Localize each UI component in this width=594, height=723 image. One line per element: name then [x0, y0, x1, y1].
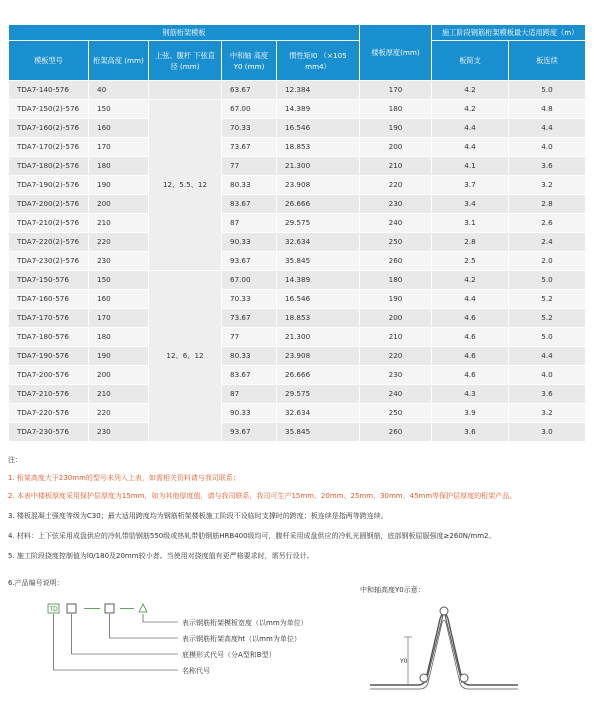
cell-simple: 2.8: [432, 233, 509, 252]
cell-model: TDA7-230(2)-576: [9, 252, 89, 271]
cell-neutral-axis: 93.67: [222, 423, 277, 442]
cell-neutral-axis: 80.33: [222, 347, 277, 366]
cell-neutral-axis: 83.67: [222, 195, 277, 214]
table-row: [9, 233, 586, 252]
table-row: [9, 328, 586, 347]
cell-continuous: 3.2: [509, 404, 586, 423]
cell-inertia: 35.845: [277, 252, 360, 271]
cell-continuous: 2.8: [509, 195, 586, 214]
note-1: 1. 桁架高度大于230mm的型号未列入上表，如需相关资料请与我司联系；: [8, 474, 240, 482]
cell-simple: 4.6: [432, 347, 509, 366]
table-row: [9, 138, 586, 157]
cell-slab-thickness: 180: [360, 271, 432, 290]
cell-slab-thickness: 260: [360, 423, 432, 442]
cell-simple: 3.6: [432, 423, 509, 442]
cell-truss-height: 180: [89, 157, 149, 176]
cell-inertia: 16.546: [277, 290, 360, 309]
cell-inertia: 12.384: [277, 81, 360, 100]
table-row: [9, 404, 586, 423]
cell-model: TDA7-170-576: [9, 309, 89, 328]
cell-slab-thickness: 170: [360, 81, 432, 100]
cell-continuous: 2.0: [509, 252, 586, 271]
cell-inertia: 32.634: [277, 404, 360, 423]
cell-inertia: 21.300: [277, 157, 360, 176]
cell-truss-height: 150: [89, 100, 149, 119]
cell-model: TDA7-180-576: [9, 328, 89, 347]
cell-neutral-axis: 63.67: [222, 81, 277, 100]
cell-truss-height: 190: [89, 176, 149, 195]
right-group-header: 施工阶段钢筋桁架模板最大适用跨度（m）: [432, 25, 586, 41]
col-slab-thickness: 楼板厚度(mm): [360, 25, 432, 81]
product-code-section: [8, 578, 338, 718]
cell-truss-height: 210: [89, 385, 149, 404]
table-row: [9, 347, 586, 366]
note-2: 2. 本表中楼板厚度采用保护层厚度为15mm，如为其他厚度值，请与我司联系，我司可生产15mm、20mm、25mm、30mm、45mm等保护层厚度的桁架产品。: [8, 492, 517, 500]
cell-simple: 3.9: [432, 404, 509, 423]
cell-slab-thickness: 200: [360, 138, 432, 157]
cell-slab-thickness: 210: [360, 157, 432, 176]
code-label-2: 表示钢筋桁架高度ht（以mm为单位）: [182, 635, 301, 643]
cell-slab-thickness: 260: [360, 252, 432, 271]
truss-section-svg: [360, 597, 560, 717]
cell-inertia: 29.575: [277, 385, 360, 404]
cell-slab-thickness: 240: [360, 214, 432, 233]
col-continuous: 板连续: [509, 41, 586, 81]
cell-slab-thickness: 240: [360, 385, 432, 404]
cell-neutral-axis: 70.33: [222, 119, 277, 138]
cell-model: TDA7-150-576: [9, 271, 89, 290]
cell-neutral-axis: 77: [222, 328, 277, 347]
cell-simple: 4.2: [432, 100, 509, 119]
cell-simple: 4.2: [432, 271, 509, 290]
cell-neutral-axis: 80.33: [222, 176, 277, 195]
cell-model: TDA7-200(2)-576: [9, 195, 89, 214]
cell-truss-height: 230: [89, 423, 149, 442]
cell-model: TDA7-140-576: [9, 81, 89, 100]
cell-model: TDA7-220-576: [9, 404, 89, 423]
cell-truss-height: 170: [89, 138, 149, 157]
cell-neutral-axis: 67.00: [222, 271, 277, 290]
cell-inertia: 23.908: [277, 347, 360, 366]
cell-simple: 3.1: [432, 214, 509, 233]
cell-continuous: 5.2: [509, 290, 586, 309]
cell-model: TDA7-160(2)-576: [9, 119, 89, 138]
cell-continuous: 4.0: [509, 366, 586, 385]
cell-model: TDA7-170(2)-576: [9, 138, 89, 157]
cell-slab-thickness: 210: [360, 328, 432, 347]
cell-bar-dia-group-b: 12、6、12: [149, 271, 222, 442]
table-row: [9, 309, 586, 328]
cell-continuous: 3.6: [509, 157, 586, 176]
code-label-4: 名称代号: [182, 667, 210, 675]
table-row: [9, 385, 586, 404]
cell-truss-height: 150: [89, 271, 149, 290]
cell-continuous: 5.2: [509, 309, 586, 328]
note-5: 5. 施工阶段挠度控制值为l0/180及20mm较小者。当使用对挠度值有更严格要求时，需另行设计。: [8, 552, 314, 560]
cell-simple: 4.2: [432, 81, 509, 100]
table-row: [9, 214, 586, 233]
table-row: [9, 81, 586, 100]
cell-continuous: 2.6: [509, 214, 586, 233]
cell-simple: 4.4: [432, 290, 509, 309]
cell-inertia: 14.389: [277, 271, 360, 290]
col-simple: 板简支: [432, 41, 509, 81]
cell-model: TDA7-190-576: [9, 347, 89, 366]
neutral-axis-diagram: [360, 585, 560, 720]
cell-bar-dia-group-a: 12、5.5、12: [149, 100, 222, 271]
cell-inertia: 21.300: [277, 328, 360, 347]
cell-slab-thickness: 250: [360, 233, 432, 252]
cell-simple: 4.6: [432, 366, 509, 385]
cell-model: TDA7-190(2)-576: [9, 176, 89, 195]
cell-truss-height: 230: [89, 252, 149, 271]
table-body: [9, 81, 586, 442]
cell-simple: 4.6: [432, 328, 509, 347]
cell-continuous: 4.4: [509, 119, 586, 138]
cell-neutral-axis: 73.67: [222, 138, 277, 157]
cell-model: TDA7-150(2)-576: [9, 100, 89, 119]
cell-inertia: 18.853: [277, 309, 360, 328]
cell-continuous: 3.6: [509, 385, 586, 404]
cell-inertia: 35.845: [277, 423, 360, 442]
cell-simple: 4.4: [432, 119, 509, 138]
diagram-title: 中和轴高度Y0示意：: [360, 586, 425, 594]
cell-truss-height: 170: [89, 309, 149, 328]
cell-slab-thickness: 190: [360, 290, 432, 309]
cell-inertia: 18.853: [277, 138, 360, 157]
table-row: [9, 157, 586, 176]
cell-truss-height: 210: [89, 214, 149, 233]
code-diagram: [8, 596, 338, 716]
table-row: [9, 423, 586, 442]
cell-neutral-axis: 90.33: [222, 233, 277, 252]
cell-inertia: 29.575: [277, 214, 360, 233]
note-3: 3. 楼板混凝土强度等级为C30；最大适用跨度均为钢筋桁架楼板施工阶段不设临时支撑时的跨度；板连续是指两等跨连续。: [8, 512, 388, 520]
cell-continuous: 4.0: [509, 138, 586, 157]
cell-neutral-axis: 87: [222, 385, 277, 404]
cell-simple: 2.5: [432, 252, 509, 271]
table-row: [9, 271, 586, 290]
cell-neutral-axis: 87: [222, 214, 277, 233]
cell-simple: 4.1: [432, 157, 509, 176]
cell-inertia: 16.546: [277, 119, 360, 138]
cell-neutral-axis: 73.67: [222, 309, 277, 328]
cell-inertia: 32.634: [277, 233, 360, 252]
cell-simple: 4.6: [432, 309, 509, 328]
cell-simple: 4.4: [432, 138, 509, 157]
cell-slab-thickness: 220: [360, 176, 432, 195]
table-row: [9, 119, 586, 138]
cell-simple: 4.3: [432, 385, 509, 404]
cell-model: TDA7-200-576: [9, 366, 89, 385]
code-label-1: 表示钢筋桁架模板宽度（以mm为单位）: [182, 619, 308, 627]
cell-continuous: 5.0: [509, 81, 586, 100]
table-row: [9, 195, 586, 214]
cell-truss-height: 180: [89, 328, 149, 347]
cell-truss-height: 200: [89, 195, 149, 214]
cell-slab-thickness: 220: [360, 347, 432, 366]
cell-model: TDA7-160-576: [9, 290, 89, 309]
cell-inertia: 26.666: [277, 195, 360, 214]
cell-model: TDA7-230-576: [9, 423, 89, 442]
cell-slab-thickness: 230: [360, 366, 432, 385]
cell-slab-thickness: 250: [360, 404, 432, 423]
cell-model: TDA7-210-576: [9, 385, 89, 404]
cell-neutral-axis: 93.67: [222, 252, 277, 271]
cell-slab-thickness: 200: [360, 309, 432, 328]
code-label-3: 底模形式代号（分A型和B型）: [182, 651, 276, 659]
cell-neutral-axis: 67.00: [222, 100, 277, 119]
cell-bar-dia: [149, 81, 222, 100]
notes-title: 注：: [8, 456, 22, 464]
cell-slab-thickness: 230: [360, 195, 432, 214]
cell-truss-height: 160: [89, 290, 149, 309]
note-4: 4. 材料：上下弦采用成盘供应的冷轧带肋钢筋550级或热轧带肋钢筋HRB400级均可，腹杆采用成盘供应的冷轧光圆钢筋，底部钢板屈服强度≥260N/mm2。: [8, 532, 496, 540]
cell-neutral-axis: 90.33: [222, 404, 277, 423]
spec-table: [8, 24, 586, 442]
cell-truss-height: 220: [89, 233, 149, 252]
cell-simple: 3.4: [432, 195, 509, 214]
cell-continuous: 4.8: [509, 100, 586, 119]
cell-continuous: 2.4: [509, 233, 586, 252]
cell-model: TDA7-220(2)-576: [9, 233, 89, 252]
cell-neutral-axis: 70.33: [222, 290, 277, 309]
cell-truss-height: 190: [89, 347, 149, 366]
table-row: [9, 252, 586, 271]
cell-continuous: 5.0: [509, 271, 586, 290]
group-header: 钢筋桁架模板: [9, 25, 360, 41]
table-row: [9, 366, 586, 385]
cell-inertia: 23.908: [277, 176, 360, 195]
col-neutral-axis: 中和轴 高度Y0 (mm): [222, 41, 277, 81]
code-title: 6.产品编号说明：: [8, 579, 64, 587]
code-prefix: TD: [49, 606, 58, 613]
cell-neutral-axis: 77: [222, 157, 277, 176]
col-truss-height: 桁架高度 (mm): [89, 41, 149, 81]
col-model: 模板型号: [9, 41, 89, 81]
cell-slab-thickness: 180: [360, 100, 432, 119]
cell-continuous: 3.2: [509, 176, 586, 195]
cell-neutral-axis: 83.67: [222, 366, 277, 385]
col-bar-dia: 上弦、腹杆 下弦直径 (mm): [149, 41, 222, 81]
table-row: [9, 176, 586, 195]
cell-continuous: 5.0: [509, 328, 586, 347]
cell-model: TDA7-210(2)-576: [9, 214, 89, 233]
cell-truss-height: 40: [89, 81, 149, 100]
cell-truss-height: 160: [89, 119, 149, 138]
col-inertia: 惯性矩I0 （×105 mm4）: [277, 41, 360, 81]
y0-label: Y0: [400, 658, 408, 665]
cell-model: TDA7-180(2)-576: [9, 157, 89, 176]
cell-simple: 3.7: [432, 176, 509, 195]
cell-truss-height: 200: [89, 366, 149, 385]
cell-slab-thickness: 190: [360, 119, 432, 138]
cell-continuous: 4.4: [509, 347, 586, 366]
table-row: [9, 290, 586, 309]
table-row: [9, 100, 586, 119]
cell-truss-height: 220: [89, 404, 149, 423]
cell-inertia: 26.666: [277, 366, 360, 385]
cell-continuous: 3.0: [509, 423, 586, 442]
cell-inertia: 14.389: [277, 100, 360, 119]
